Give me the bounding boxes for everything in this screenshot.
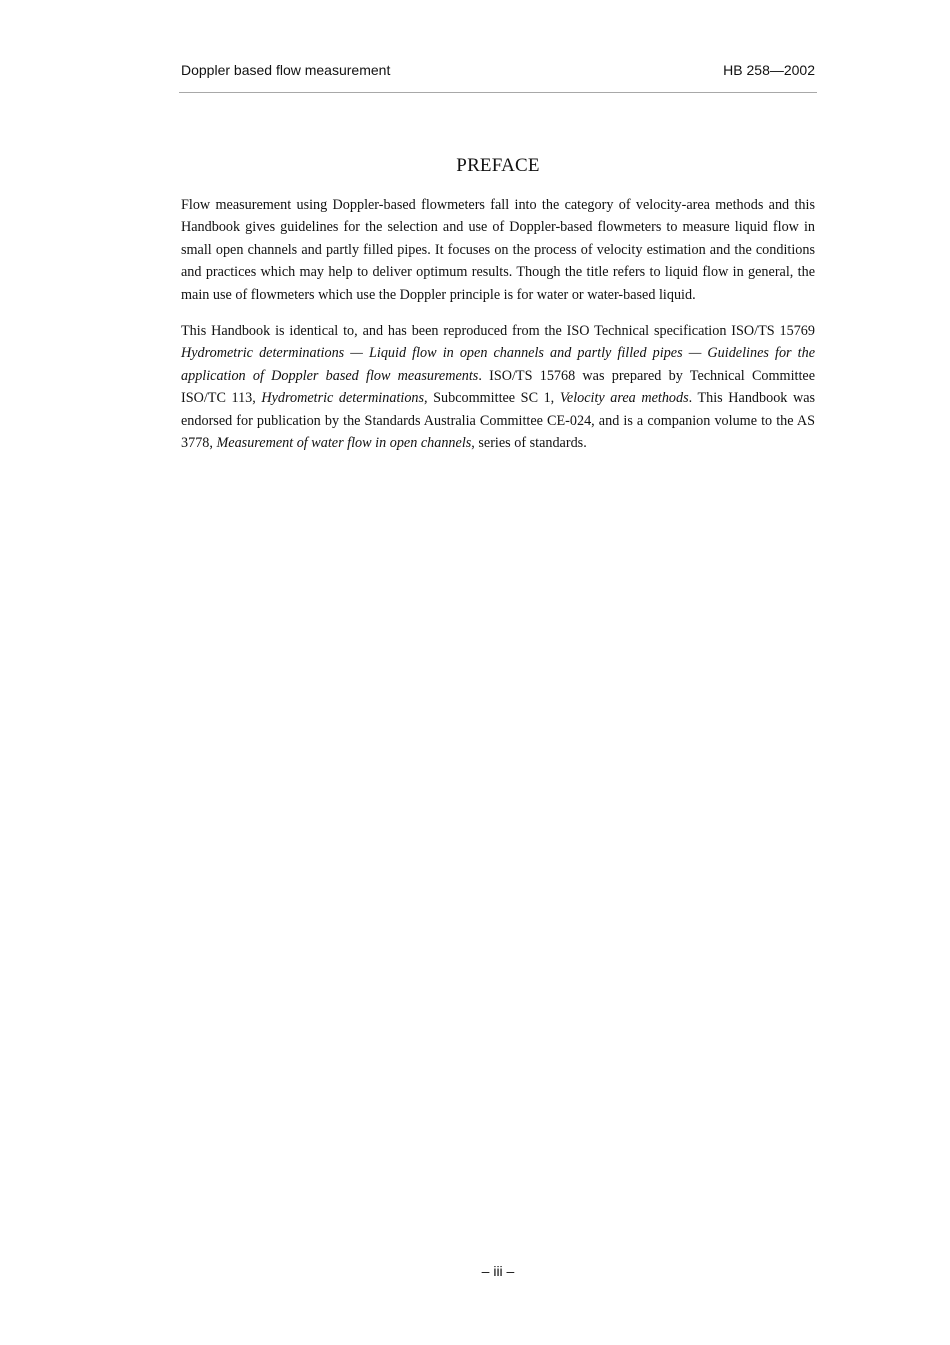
paragraph-text-segment: This Handbook is identical to, and has been reproduced from the ISO Technical specification ISO/TS 15769 [181,323,815,340]
header-divider [179,92,817,93]
header-document-number: HB 258—2002 [723,62,815,78]
paragraph-text-segment: , series of standards. [471,435,587,452]
italic-title-iso-ts-15769: Hydrometric determinations — Liquid flow in open channels and partly filled pipes — Guidelines for the application of Doppler based flow measurements [181,345,815,384]
running-header [181,60,815,80]
header-document-title: Doppler based flow measurement [181,62,391,78]
paragraph-text-segment: , Subcommittee SC 1, [424,390,560,407]
italic-subcommittee-name: Velocity area methods [559,390,689,407]
paragraph-text-segment: . ISO/TS 15768 was prepared by Technical Committee ISO/TC 113, [181,367,815,407]
italic-standard-series-title: Measurement of water flow in open channels [216,435,472,452]
page-title: PREFACE [456,155,540,176]
preface-body [181,194,815,468]
preface-paragraph-2 [181,320,815,454]
page-number: – iii – [481,1263,515,1279]
italic-committee-name: Hydrometric determinations [261,390,425,407]
paragraph-text-segment: . This Handbook was endorsed for publication by the Standards Australia Committee CE-024, and is a companion volume to the AS 3778, [181,390,816,452]
preface-paragraph-1: Flow measurement using Doppler-based flowmeters fall into the category of velocity-area methods and this Handbook gives guidelines for the selection and use of Doppler-based flowmeters to measure liquid flow in small open channels and partly filled pipes. It focuses on the process of velocity estimation and the conditions and practices which may help to deliver optimum results. Though the title refers to liquid flow in general, the main use of flowmeters which use the Doppler principle is for water or water-based liquid. [181,197,815,303]
